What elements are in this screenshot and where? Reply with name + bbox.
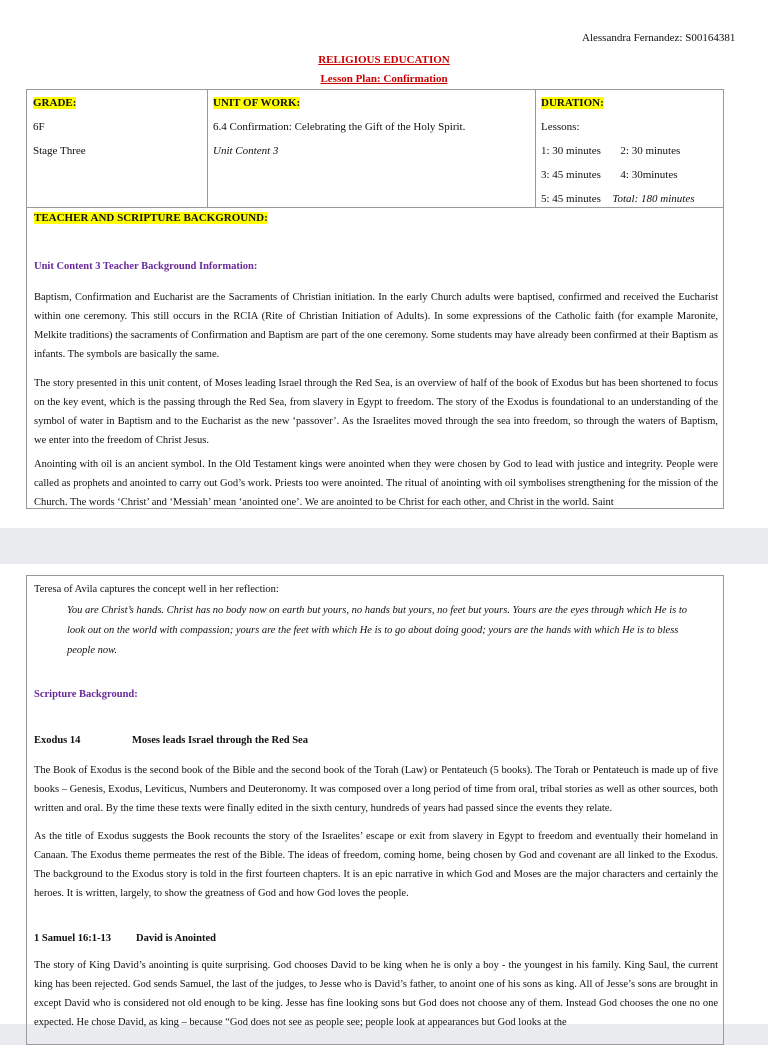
samuel-paragraph-1: The story of King David’s anointing is quite surprising. God chooses David to be king when he is only a boy - the youngest in his family. King Saul, the current king has been rejected. God sends Samuel, the last of the judges, to Jesse who is David’s father, to anoint one of his sons as king. All of Jesse’s sons are brought in except David who is considered not old enough to be king. Jesse has fine looking sons but God does not choose any of them. Instead God chooses the one no one expected. He chose David, as king – because “God does not see as people see; people look at appearances but God looks at the — [34, 960, 718, 1028]
background-heading-wrap — [34, 212, 268, 224]
background-heading: TEACHER AND SCRIPTURE BACKGROUND: — [34, 212, 268, 224]
background-paragraph-2: The story presented in this unit content, of Moses leading Israel through the Red Sea, is an overview of half of the book of Exodus but has been shortened to focus on the key event, which is the passing through the Red Sea, from slavery in Egypt to freedom. The story of the Exodus is foundational to an understanding of the symbol of water in Baptism and to the Eucharist as the new ‘passover’. As the Israelites moved through the sea into freedom, so through the waters of Baptism, we enter into the freedom of Christ Jesus. — [34, 378, 718, 446]
document-title: RELIGIOUS EDUCATION — [318, 54, 450, 66]
teresa-intro: Teresa of Avila captures the concept well in her reflection: — [34, 584, 279, 595]
lesson-3-duration: 3: 45 minutes — [541, 169, 601, 181]
unit-value: 6.4 Confirmation: Celebrating the Gift of the Holy Spirit. — [213, 121, 466, 133]
exodus-paragraph-2: As the title of Exodus suggests the Book recounts the story of the Israelites’ escape or exit from slavery in Egypt to freedom and eventually their homeland in Canaan. The Exodus theme permeates the rest of the Bible. The ideas of freedom, coming home, being chosen by God and covenant are all linked to the Exodus. The background to the Exodus story is told in the first fourteen chapters. It is an epic narrative in which God and Moses are the major characters and certainly the heroes. It is written, largely, to show the greatness of God and how God loves the people. — [34, 831, 718, 899]
unit-content: Unit Content 3 — [213, 145, 279, 157]
unit-cell — [213, 91, 465, 163]
exodus-title: Moses leads Israel through the Red Sea — [132, 735, 308, 746]
lesson-info-table — [26, 89, 724, 509]
teresa-quote: You are Christ’s hands. Christ has no body now on earth but yours, no hands but yours, no feet but yours. Yours are the eyes through which He is to look out on the world with compassion; yours are the feet with which He is to go about doing good; yours are the hands with which He is to bless people now. — [67, 605, 688, 656]
exodus-paragraph-1: The Book of Exodus is the second book of the Bible and the second book of the Torah (Law) or Pentateuch (5 books). The Torah or Pentateuch is made up of five books – Genesis, Exodus, Leviticus, Numbers and Deuteronomy. It was composed over a long period of time from oral, tribal stories as well as other sources, both written and oral. By the time these texts were finally edited in the sixth century, hundreds of years had passed since the events they relate. — [34, 765, 719, 814]
title-block — [0, 51, 768, 89]
samuel-title: David is Anointed — [136, 933, 216, 944]
grade-value: 6F — [33, 121, 45, 133]
exodus-reference: Exodus 14 — [34, 735, 81, 746]
duration-cell — [541, 91, 721, 211]
column-divider — [207, 90, 208, 207]
grade-label: GRADE: — [33, 97, 77, 109]
lesson-5-duration: 5: 45 minutes — [541, 193, 601, 205]
exodus-heading — [34, 735, 308, 746]
lesson-2-duration: 2: 30 minutes — [620, 145, 681, 157]
lesson-1-duration: 1: 30 minutes — [541, 145, 601, 157]
samuel-reference: 1 Samuel 16:1-13 — [34, 933, 111, 944]
lessons-label: Lessons: — [541, 121, 580, 133]
background-paragraph-3: Anointing with oil is an ancient symbol. In the Old Testament kings were anointed when they were chosen by God to lead with justice and integrity. People were called as prophets and anointed to carry out God’s work. Priests too were anointed. The ritual of anointing with oil symbolises strengthening for the mission of the Church. The words ‘Christ’ and ‘Messiah’ mean ‘anointed one’. We are anointed to be Christ for each other, and Christ in the world. Saint — [34, 459, 718, 508]
author-name: Alessandra Fernandez: S00164381 — [582, 32, 736, 44]
samuel-heading — [34, 933, 216, 944]
column-divider — [535, 90, 536, 207]
total-duration: Total: 180 minutes — [612, 193, 695, 205]
background-continued-box — [26, 575, 724, 1045]
stage-value: Stage Three — [33, 145, 86, 157]
lesson-4-duration: 4: 30minutes — [620, 169, 678, 181]
document-subtitle: Lesson Plan: Confirmation — [320, 73, 448, 85]
scripture-heading: Scripture Background: — [34, 689, 138, 700]
grade-cell — [33, 91, 86, 163]
teacher-background-subheading: Unit Content 3 Teacher Background Information: — [34, 261, 258, 272]
duration-label: DURATION: — [541, 97, 604, 109]
background-paragraph-1: Baptism, Confirmation and Eucharist are the Sacraments of Christian initiation. In the early Church adults were baptised, confirmed and received the Eucharist within one ceremony. This still occurs in the RCIA (Rite of Christian Initiation of Adults). In some expressions of the Catholic faith (for example Maronite, Melkite traditions) the sacraments of Confirmation and Baptism are part of the one ceremony. Some students may have already been confirmed at their Baptism as infants. The symbols are basically the same. — [34, 292, 718, 360]
unit-label: UNIT OF WORK: — [213, 97, 301, 109]
